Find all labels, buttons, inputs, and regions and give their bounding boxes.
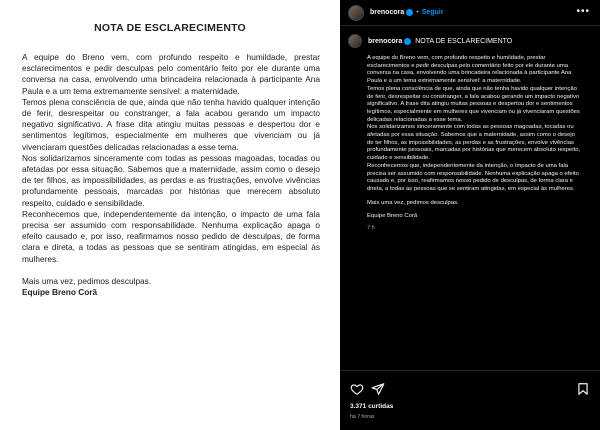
caption-paragraph-4: Reconhecemos que, independentemente da intenção, o impacto de uma fala precisa ser assumido com responsabilidade. Nenhuma explicação apaga o efeito causado e, por isso, reafirmamos nosso pedido de desculpas, de forma clara e direta, a todas as pessoas que se sentiram atingidas, em especial às mulheres. bbox=[367, 162, 579, 192]
footer-divider bbox=[340, 370, 600, 371]
caption-age: 7 h bbox=[367, 225, 375, 232]
statement-paragraph-4: Reconhecemos que, independentemente da intenção, o impacto de uma fala precisa ser assumido com responsabilidade. Nenhuma explicação apaga o efeito causado e, por isso, reafirmamos nosso pedido de desculpas, de forma clara e direta, a todas as pessoas que se sentiram atingidas, em especial às mulheres. bbox=[22, 208, 320, 264]
statement-paragraph-1: A equipe do Breno vem, com profundo respeito e humildade, prestar esclarecimentos e pedir desculpas pelo comentário feito por ele durante uma conversa na casa, envolvendo uma brincadeira relacionada à participante Ana Paula e a um tema extremamente sensível: a maternidade. bbox=[22, 52, 320, 96]
statement-paragraph-3: Nos solidarizamos sinceramente com todas as pessoas magoadas, tocadas ou afetadas por essa situação. Sabemos que a maternidade, assim como o desejo de ter filhos, as impossibilidades, as perdas e as frustrações, envolve vivências profundamente pessoais, marcadas por histórias que merecem absoluto respeito, cuidado e sensibilidade. bbox=[22, 152, 320, 208]
caption-signature: Equipe Breno Corã bbox=[367, 213, 418, 220]
follow-button[interactable]: Seguir bbox=[421, 9, 444, 16]
header-separator: • bbox=[416, 9, 419, 16]
more-horizontal-icon[interactable]: ••• bbox=[576, 6, 590, 17]
post-timestamp[interactable]: há 7 horas bbox=[350, 414, 375, 420]
statement-paragraph-2: Temos plena consciência de que, ainda que não tenha havido qualquer intenção de ferir, desrespeitar ou constranger, a fala acabou gerando um impacto negativo significativo. A frase dita atingiu muitas pessoas e despertou dor e sentimentos legítimos, especialmente em mulheres que vivenciam ou já vivenciaram questões delicadas relacionadas a esse tema. bbox=[22, 96, 320, 152]
action-bar bbox=[350, 382, 392, 396]
caption-paragraph-5: Mais uma vez, pedimos desculpas. bbox=[367, 199, 459, 206]
caption-text bbox=[367, 55, 582, 233]
caption-title: NOTA DE ESCLARECIMENTO bbox=[415, 37, 513, 45]
caption-paragraph-2: Temos plena consciência de que, ainda que não tenha havido qualquer intenção de ferir, desrespeitar ou constranger, a fala acabou gerando um impacto negativo significativo. A frase dita atingiu muitas pessoas e despertou dor e sentimentos legítimos, especialmente em mulheres que vivenciam ou já vivenciaram questões delicadas relacionadas a esse tema. bbox=[367, 85, 580, 123]
caption-username[interactable]: brenocora bbox=[368, 37, 403, 45]
statement-signature: Equipe Breno Corã bbox=[22, 287, 98, 298]
bookmark-icon[interactable] bbox=[576, 382, 590, 396]
statement-title: NOTA DE ESCLARECIMENTO bbox=[94, 22, 246, 34]
statement-body bbox=[22, 52, 320, 298]
verified-badge-icon bbox=[406, 9, 413, 16]
heart-icon[interactable] bbox=[350, 382, 364, 396]
caption-header bbox=[348, 34, 512, 48]
likes-count[interactable]: 3.371 curtidas bbox=[350, 403, 394, 410]
avatar[interactable] bbox=[348, 5, 364, 21]
statement-paragraph-5: Mais uma vez, pedimos desculpas. bbox=[22, 275, 152, 286]
caption-paragraph-3: Nos solidarizamos sinceramente com todas as pessoas magoadas, tocadas ou afetadas por essa situação. Sabemos que a maternidade, assim como o desejo de ter filhos, as impossibilidades, as perdas e as frustrações, envolve vivências profundamente pessoais, marcadas por histórias que merecem absoluto respeito, cuidado e sensibilidade. bbox=[367, 124, 581, 162]
header-username[interactable]: brenocora bbox=[370, 9, 405, 16]
caption-verified-badge-icon bbox=[404, 38, 411, 45]
post-side-panel bbox=[340, 0, 600, 430]
caption-avatar[interactable] bbox=[348, 34, 362, 48]
caption-paragraph-1: A equipe do Breno vem, com profundo respeito e humildade, prestar esclarecimentos e pedir desculpas pelo comentário feito por ele durante uma conversa na casa, envolvendo uma brincadeira relacionada à participante Ana Paula e a um tema extremamente sensível: a maternidade. bbox=[367, 55, 572, 85]
post-header bbox=[340, 0, 600, 26]
share-icon[interactable] bbox=[371, 382, 385, 396]
